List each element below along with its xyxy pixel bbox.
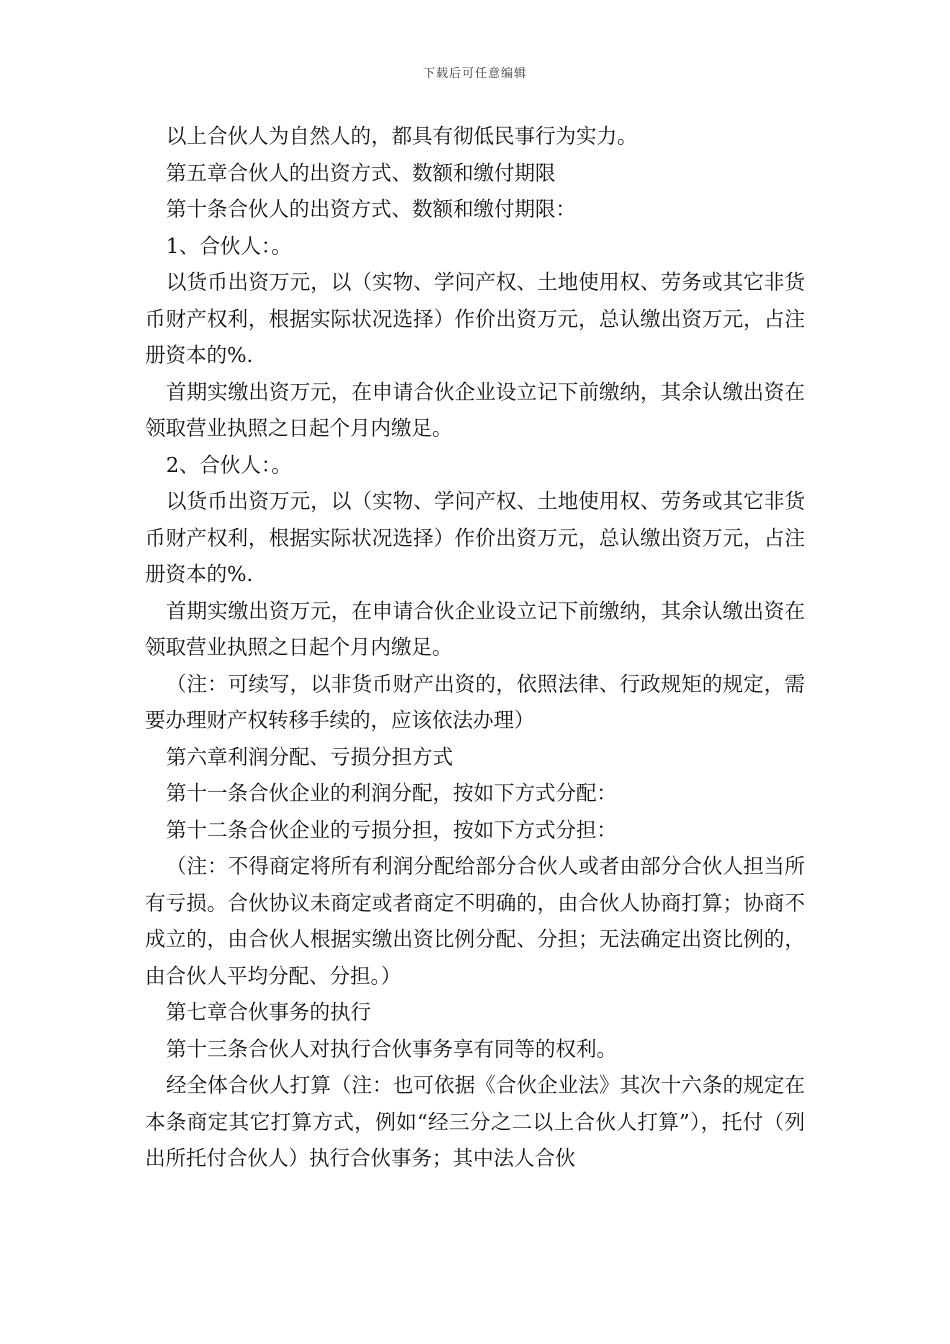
partner-2-payment: 首期实缴出资万元，在申请合伙企业设立记下前缴纳，其余认缴出资在领取营业执照之日起个月内缴足。 [145, 598, 805, 659]
page-header: 下载后可任意编辑 [422, 66, 527, 80]
note-profit-loss: （注：不得商定将所有利润分配给部分合伙人或者由部分合伙人担当所有亏损。合伙协议未商定或者商定不明确的，由合伙人协商打算；协商不成立的，由合伙人根据实缴出资比例分配、分担；无法确定出资比例的，由合伙人平均分配、分担。） [145, 854, 805, 988]
chapter-6-heading: 第六章利润分配、亏损分担方式 [166, 744, 453, 769]
document-body [145, 118, 805, 1177]
article-10-heading: 第十条合伙人的出资方式、数额和缴付期限： [166, 197, 576, 221]
chapter-5-heading: 第五章合伙人的出资方式、数额和缴付期限 [166, 160, 556, 185]
article-11: 第十一条合伙企业的利润分配，按如下方式分配： [166, 781, 617, 805]
partner-1-payment: 首期实缴出资万元，在申请合伙企业设立记下前缴纳，其余认缴出资在领取营业执照之日起个月内缴足。 [145, 379, 805, 440]
partner-2-label: 2、合伙人：。 [166, 452, 292, 477]
partnership-decision-paragraph: 经全体合伙人打算（注：也可依据《合伙企业法》其次十六条的规定在本条商定其它打算方式，例如“经三分之二以上合伙人打算”），托付（列出所托付合伙人）执行合伙事务；其中法人合伙 [145, 1073, 805, 1170]
paragraph-1: 以上合伙人为自然人的，都具有彻低民事行为实力。 [166, 124, 638, 148]
partner-1-contribution: 以货币出资万元，以（实物、学问产权、土地使用权、劳务或其它非货币财产权利，根据实际状况选择）作价出资万元，总认缴出资万元，占注册资本的%. [145, 270, 805, 367]
article-12: 第十二条合伙企业的亏损分担，按如下方式分担： [166, 817, 617, 842]
partner-1-label: 1、合伙人：。 [166, 233, 292, 258]
article-13: 第十三条合伙人对执行合伙事务享有同等的权利。 [166, 1036, 617, 1061]
partner-2-contribution: 以货币出资万元，以（实物、学问产权、土地使用权、劳务或其它非货币财产权利，根据实际状况选择）作价出资万元，总认缴出资万元，占注册资本的%. [145, 489, 805, 586]
chapter-7-heading: 第七章合伙事务的执行 [166, 1000, 371, 1024]
note-non-monetary: （注：可续写，以非货币财产出资的，依照法律、行政规矩的规定，需要办理财产权转移手续的，应该依法办理） [145, 671, 805, 732]
